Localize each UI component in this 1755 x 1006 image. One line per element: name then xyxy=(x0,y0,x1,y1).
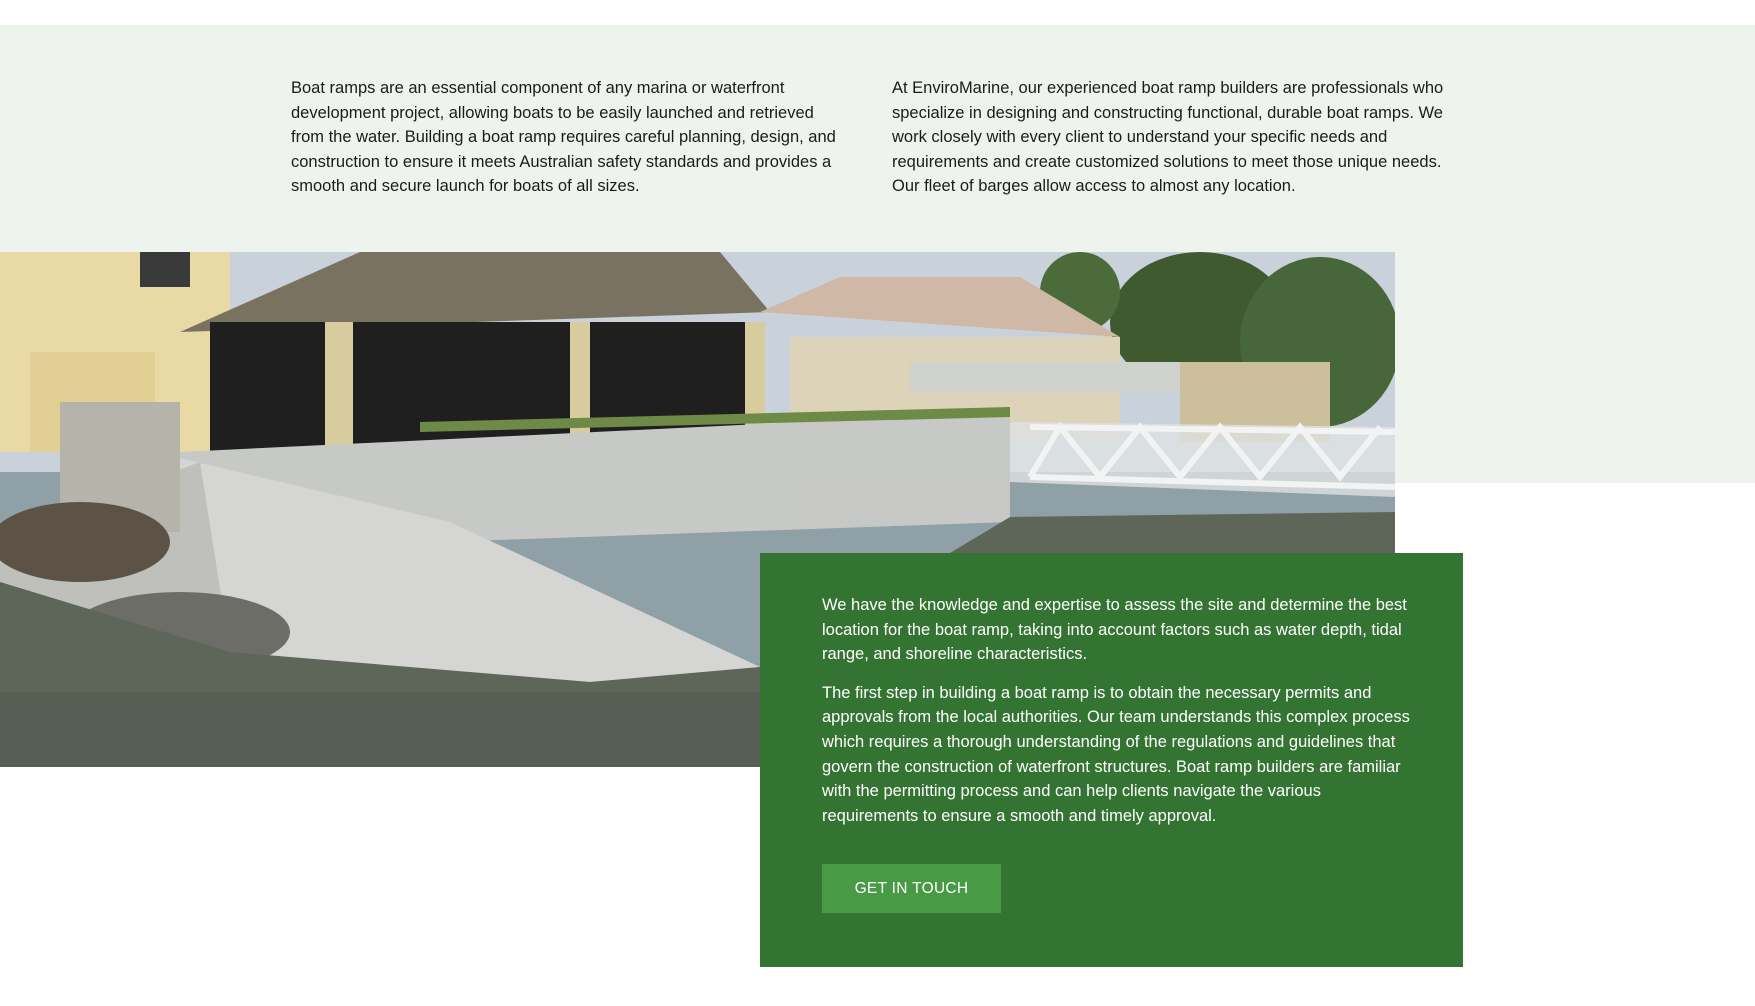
info-card xyxy=(760,553,1463,967)
pontoon-steps xyxy=(800,477,1010,517)
get-in-touch-button[interactable]: GET IN TOUCH xyxy=(822,864,1001,913)
water-reflection xyxy=(0,692,760,767)
intro-paragraph-right: At EnviroMarine, our experienced boat ramp builders are professionals who specialize in designing and constructing functional, durable boat ramps. We work closely with every client to understand your specific needs and requirements and create customized solutions to meet those unique needs. Our fleet of barges allow access to almost any location. xyxy=(892,79,1444,196)
info-paragraph-site-assessment: We have the knowledge and expertise to assess the site and determine the best location for the boat ramp, taking into account factors such as water depth, tidal range, and shoreline characteristics. xyxy=(822,596,1407,664)
balcony-railing xyxy=(910,362,1210,392)
info-paragraph-permits: The first step in building a boat ramp is to obtain the necessary permits and approvals from the local authorities. Our team understands this complex process which requires a thorough understanding of the regulations and guidelines that govern the construction of waterfront structures. Boat ramp builders are familiar with the permitting process and can help clients navigate the various requirements to ensure a smooth and timely approval. xyxy=(822,683,1410,825)
intro-paragraph-left: Boat ramps are an essential component of any marina or waterfront development project, allowing boats to be easily launched and retrieved from the water. Building a boat ramp requires careful planning, design, and construction to ensure it meets Australian safety standards and provides a smooth and secure launch for boats of all sizes. xyxy=(291,79,836,196)
house-window xyxy=(140,252,190,287)
gazebo-post xyxy=(325,322,353,452)
